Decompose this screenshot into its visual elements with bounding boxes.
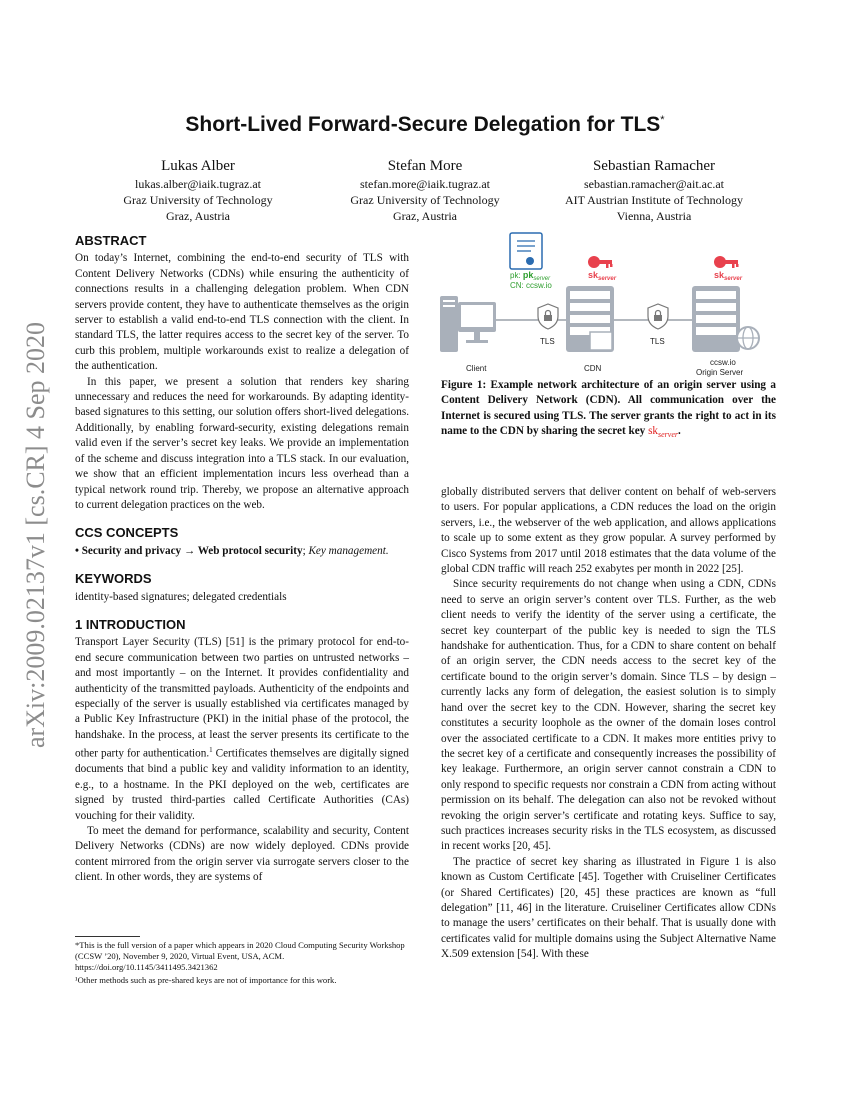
- author-affiliation: Graz University of Technology: [123, 193, 273, 207]
- intro-paragraph-4: Since security requirements do not change when using a CDN, CDNs need to serve an origin server’s content over TLS. Further, as the web client needs to verify the identity of the server using a certificate, the secret key counterpart of the public key is needed to sign the TLS handshake for authentication. Thus, for a CDN to share content on behalf of an origin server, the CDN needs access to the secret key of the certificate bound to the origin server’s domain. Since TLS – by design – currently lacks any form of delegation, the easiest solution is to simply hand over the secret key to the CDN. However, sharing the secret key constitutes a security loophole as the owner of the domain loses control over the associated certificate to a CDN. It makes more entities privy to the secret key of a certificate and consequently increases the possibility of key leakage. Furthermore, an origin server cannot constrain a CDN to only respond to specific requests nor constrain a CDN from acting without permission on its behalf. The delegation can also not be revoked without revoking the origin server’s certificate and rotating keys. Suffice to say, such practices increases security risks in the TLS ecosystem, as discussed in recent works [20, 45].: [441, 578, 776, 853]
- author-email: stefan.more@iaik.tugraz.at: [360, 177, 490, 191]
- abstract-paragraph-2: In this paper, we present a solution that renders key sharing unnecessary and reduces the need for workarounds. By adapting identity-based signatures to this setting, our solution offers short-lived delegations. Additionally, by enabling forward-security, existing delegations remain valid even if the server’s secret key leaks. We provide an implementation of the scheme and discuss integration into a TLS stack. In our evaluation, we show that an efficient implementation incurs less overhead than a typical network round trip. Thereby, we propose an alternative approach to current delegation practices on the web.: [75, 375, 409, 511]
- author-block-1: [78, 157, 318, 224]
- origin-server-icon: [692, 286, 740, 352]
- cdn-server-icon: [566, 286, 614, 352]
- author-location: Graz, Austria: [393, 209, 457, 223]
- tls-shield-icon: [538, 304, 558, 329]
- abstract-heading: ABSTRACT: [75, 233, 147, 248]
- author-block-2: [305, 157, 545, 224]
- arxiv-id: arXiv:2009.02137v1 [cs.CR] 4 Sep 2020: [21, 321, 50, 749]
- keywords-heading: KEYWORDS: [75, 571, 152, 587]
- intro-paragraph-2: To meet the demand for performance, scalability and security, Content Delivery Networks (CDNs) are now widely deployed. CDNs provide content mirrored from the origin server via surrogate servers closer to the client. In other words, they are systems of: [75, 824, 409, 884]
- author-name: Sebastian Ramacher: [592, 158, 716, 174]
- author-email: lukas.alber@iaik.tugraz.at: [135, 177, 261, 191]
- ccs-heading: CCS CONCEPTS: [75, 525, 179, 541]
- author-email: sebastian.ramacher@ait.ac.at: [584, 177, 724, 191]
- left-column: [75, 233, 409, 886]
- author-affiliation: Graz University of Technology: [350, 193, 500, 207]
- cert-pk-label: pk: $pk_{server}$: [510, 270, 551, 282]
- footnote-star: *This is the full version of a paper which appears in 2020 Cloud Computing Security Workshop (CCSW ’20), November 9, 2020, Virtual Event, USA, ACM. https://doi.org/10.1145/3411495.3421362: [75, 940, 405, 972]
- key-icon: [714, 256, 739, 268]
- abstract-paragraph-1: On today’s Internet, combining the end-to-end security of TLS with Content Delivery Networks (CDNs) while ensuring the authenticity of connections results in a challenging delegation problem. When CDN servers provide content, they have to authenticate themselves as the origin server to establish a valid end-to-end TLS connection with the client. In standard TLS, the latter requires access to the secret key of the server. To curb this problem, multiple workarounds exist to realize a delegation of the authentication.: [75, 252, 409, 373]
- tls-label-1: TLS: [540, 337, 555, 346]
- origin-domain-label: ccsw.io: [710, 358, 736, 367]
- right-column: [441, 485, 776, 963]
- author-name: Lukas Alber: [161, 158, 235, 174]
- figure-network-diagram: [438, 228, 776, 378]
- cert-cn-label: CN: ccsw.io: [510, 281, 552, 290]
- cdn-sk-label: $sk_{server}$: [588, 270, 617, 282]
- intro-paragraph-5: The practice of secret key sharing as illustrated in Figure 1 is also known as Custom Certificate [45]. Together with Cruiseliner Certificates (or Shared Certificates) [20, 45] these practices are known as “full delegation” [11, 46] in the literature. Cruiseliner Certificates allow CDNs to manage the users’ certificates on their behalf. That is usually done with certificates valid for multiple domains using the Subject Alternative Name X.509 extension [54]. With these: [441, 855, 776, 961]
- key-icon: [588, 256, 613, 268]
- author-affiliation: AIT Austrian Institute of Technology: [564, 193, 744, 207]
- tls-shield-icon: [648, 304, 668, 329]
- tls-label-2: TLS: [650, 337, 665, 346]
- certificate-icon: [510, 233, 542, 269]
- figure-caption: Figure 1: Example network architecture of an origin server using a Content Delivery Network (CDN). All communication over the Internet is secured using TLS. The server grants the right to act in its name to the CDN by sharing the secret key $sk_{server}$.: [441, 379, 776, 440]
- client-computer-icon: [440, 296, 496, 352]
- author-block-3: [534, 157, 774, 224]
- arxiv-sidebar: [18, 300, 54, 770]
- client-label: Client: [466, 364, 487, 373]
- intro-paragraph-3: globally distributed servers that deliver content on behalf of web-servers to users. For popular applications, a CDN reduces the load on the origin servers, i.e., the webserver of the web application, and allows applications to scale up to some extent as they grow popular. A survey performed by Cisco Systems from 2017 until 2018 estimates that the data volume of the global CDN traffic will reach 252 exabytes per month in 2022 [25].: [441, 486, 776, 576]
- cdn-label: CDN: [584, 364, 602, 373]
- keywords-text: identity-based signatures; delegated credentials: [75, 590, 287, 603]
- origin-server-label: Origin Server: [696, 368, 744, 377]
- footnotes: [75, 936, 409, 986]
- origin-sk-label: $sk_{server}$: [714, 270, 743, 282]
- footnote-one: ¹Other methods such as pre-shared keys are not of importance for this work.: [75, 975, 337, 985]
- paper-title: Short-Lived Forward-Secure Delegation for TLS*: [185, 113, 665, 136]
- author-location: Vienna, Austria: [616, 209, 692, 223]
- author-name: Stefan More: [387, 158, 463, 174]
- footnote-rule: [75, 936, 140, 937]
- intro-paragraph-1: Transport Layer Security (TLS) [51] is the primary protocol for end-to-end secure communication between two parties on untrusted networks – and most importantly – on the Internet. It provides confidentiality and authenticity of the transmitted payloads. Authenticity of the endpoints and especially of the server is usually established via certificates managed by a Public Key Infrastructure (PKI) in the initial phase of the protocol, the handshake. In the process, at least the server presents its certificate to the other party for authentication.$^1$ Certificates themselves are digitally signed documents that bind a public key and validity information to an identity, e.g., to a hostname. In the PKI deployed on the web, certificates are signed by trusted third-parties called Certificate Authorities (CAs) vouching for their validity.: [75, 636, 409, 822]
- globe-icon: [737, 327, 759, 349]
- introduction-heading: 1 INTRODUCTION: [75, 616, 186, 632]
- ccs-concepts: • Security and privacy → Web protocol security; Key management.: [75, 544, 389, 557]
- author-location: Graz, Austria: [166, 209, 230, 223]
